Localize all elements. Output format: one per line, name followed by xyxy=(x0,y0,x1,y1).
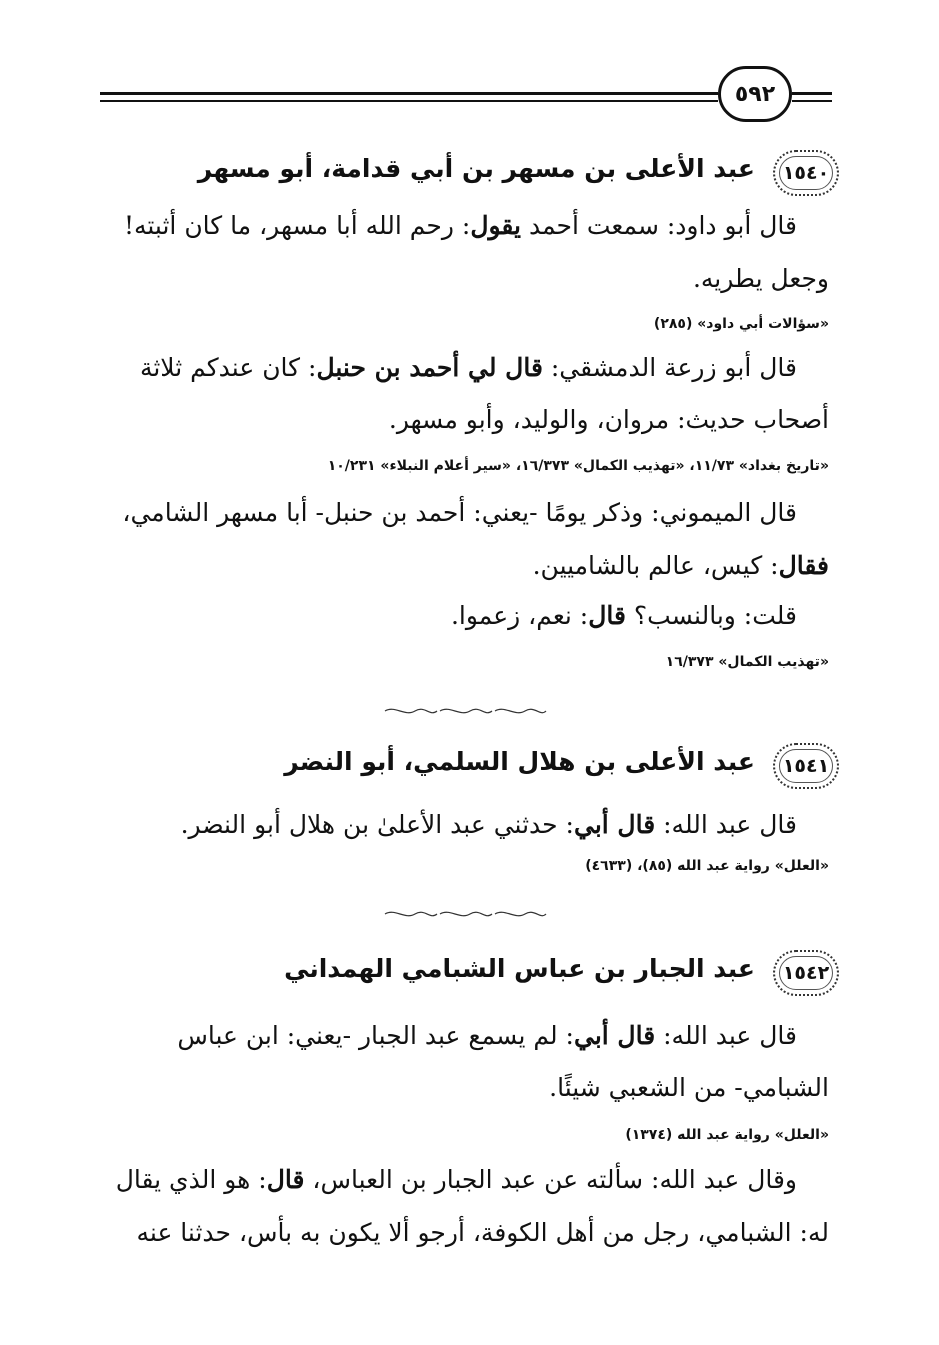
text-line: قال عبد الله: قال أبي: حدثني عبد الأعلىٰ بن هلال أبو النضر. xyxy=(180,810,797,839)
text-line: قال عبد الله: قال أبي: لم يسمع عبد الجبار -يعني: ابن عباس xyxy=(177,1021,797,1050)
text-line: وقال عبد الله: سألته عن عبد الجبار بن العباس، قال: هو الذي يقال xyxy=(115,1165,797,1194)
text-line: قال أبو زرعة الدمشقي: قال لي أحمد بن حنبل: كان عندكم ثلاثة xyxy=(139,353,797,382)
header-rule xyxy=(792,92,832,95)
text-line: قلت: وبالنسب؟ قال: نعم، زعموا. xyxy=(450,601,797,630)
ornament-divider xyxy=(380,704,550,718)
page-number: ٥٩٢ xyxy=(718,66,792,122)
entry-header-1541 xyxy=(119,743,839,791)
text-line: قال أبو داود: سمعت أحمد يقول: رحم الله أبا مسهر، ما كان أثبته! xyxy=(123,211,797,240)
entry-title: عبد الأعلى بن هلال السلمي، أبو النضر xyxy=(284,747,755,776)
reference-citation: «تاريخ بغداد» ١١/٧٣، «تهذيب الكمال» ١٦/٣٧٣، «سير أعلام النبلاء» ١٠/٢٣١ xyxy=(327,458,829,474)
reference-citation: «تهذيب الكمال» ١٦/٣٧٣ xyxy=(665,654,829,670)
text-line: له: الشبامي، رجل من أهل الكوفة، أرجو ألا يكون به بأس، حدثنا عنه xyxy=(136,1218,829,1247)
reference-citation: «العلل» رواية عبد الله (١٣٧٤) xyxy=(625,1127,829,1143)
ornament-divider xyxy=(380,907,550,921)
entry-header-1542 xyxy=(119,950,839,998)
entry-header-1540 xyxy=(119,150,839,198)
entry-title: عبد الجبار بن عباس الشبامي الهمداني xyxy=(284,954,755,983)
header-rule xyxy=(100,100,718,102)
entry-title: عبد الأعلى بن مسهر بن أبي قدامة، أبو مسهر xyxy=(197,154,755,183)
entry-number-medallion: ١٥٤٢ xyxy=(773,950,839,996)
reference-citation: «سؤالات أبي داود» (٢٨٥) xyxy=(653,316,829,332)
header-rule xyxy=(792,100,832,102)
entry-number-medallion: ١٥٤١ xyxy=(773,743,839,789)
text-line: أصحاب حديث: مروان، والوليد، وأبو مسهر. xyxy=(388,405,829,434)
reference-citation: «العلل» رواية عبد الله (٨٥)، (٤٦٣٣) xyxy=(585,858,829,874)
text-line: قال الميموني: وذكر يومًا -يعني: أحمد بن حنبل- أبا مسهر الشامي، xyxy=(122,498,797,527)
text-line: الشبامي- من الشعبي شيئًا. xyxy=(549,1073,829,1102)
text-line: فقال: كيس، عالم بالشاميين. xyxy=(532,551,829,580)
text-line: وجعل يطريه. xyxy=(692,264,829,293)
header-rule xyxy=(100,92,718,95)
entry-number-medallion: ١٥٤٠ xyxy=(773,150,839,196)
